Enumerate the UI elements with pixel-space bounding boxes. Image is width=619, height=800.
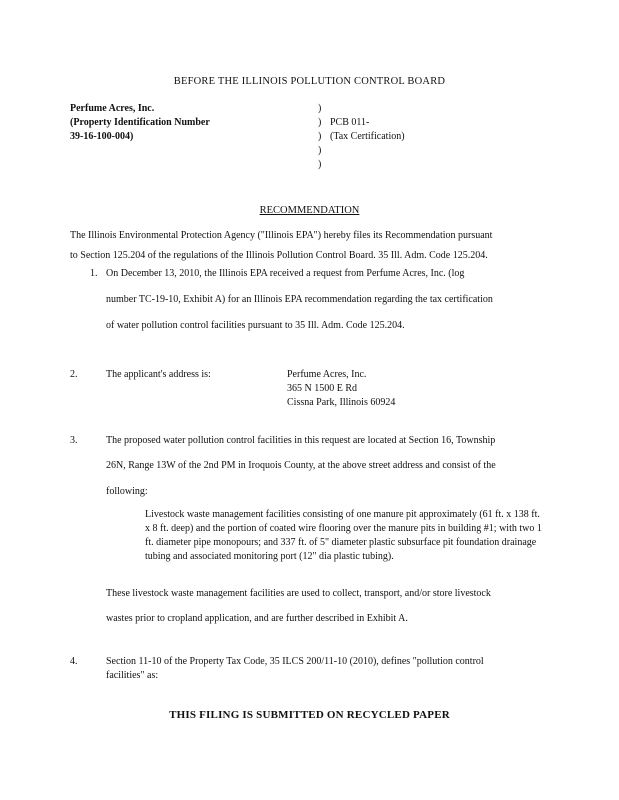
caption-paren: ) bbox=[318, 131, 322, 142]
item-line: number TC-19-10, Exhibit A) for an Illinois EPA recommendation regarding the tax certification bbox=[106, 294, 493, 305]
address-label: The applicant's address is: bbox=[106, 369, 211, 380]
item-line: 26N, Range 13W of the 2nd PM in Iroquois County, at the above street address and consist of the bbox=[106, 460, 496, 471]
item-number: 3. bbox=[70, 435, 78, 446]
caption-party-line: 39-16-100-004) bbox=[70, 131, 134, 142]
item-line: On December 13, 2010, the Illinois EPA received a request from Perfume Acres, Inc. (log bbox=[106, 268, 465, 279]
intro-line: The Illinois Environmental Protection Agency ("Illinois EPA") hereby files its Recommendation pursuant bbox=[70, 230, 493, 241]
item-line: of water pollution control facilities pursuant to 35 Ill. Adm. Code 125.204. bbox=[106, 320, 405, 331]
address-line: Perfume Acres, Inc. bbox=[287, 369, 367, 380]
item-line: facilities" as: bbox=[106, 670, 159, 681]
case-type: (Tax Certification) bbox=[330, 131, 405, 142]
case-number: PCB 011- bbox=[330, 117, 370, 128]
caption-party-line: (Property Identification Number bbox=[70, 117, 210, 128]
item-number: 4. bbox=[70, 656, 78, 667]
recycled-paper-footer: THIS FILING IS SUBMITTED ON RECYCLED PAPER bbox=[169, 709, 450, 721]
caption-paren: ) bbox=[318, 159, 322, 170]
item-line: wastes prior to cropland application, and are further described in Exhibit A. bbox=[106, 613, 408, 624]
item-line: These livestock waste management facilities are used to collect, transport, and/or store livestock bbox=[106, 588, 491, 599]
item-line: The proposed water pollution control facilities in this request are located at Section 16, Township bbox=[106, 435, 496, 446]
caption-party-line: Perfume Acres, Inc. bbox=[70, 103, 155, 114]
item-number: 1. bbox=[90, 268, 98, 279]
section-heading: RECOMMENDATION bbox=[259, 205, 360, 216]
caption-paren: ) bbox=[318, 103, 322, 114]
item-line: Section 11-10 of the Property Tax Code, 35 ILCS 200/11-10 (2010), defines "pollution control bbox=[106, 656, 484, 667]
document-title: BEFORE THE ILLINOIS POLLUTION CONTROL BOARD bbox=[173, 76, 446, 87]
caption-paren: ) bbox=[318, 145, 322, 156]
facility-description: Livestock waste management facilities consisting of one manure pit approximately (61 ft. x 138 ft. x 8 ft. deep) and the portion of coated wire flooring over the manure pits in building #1; with two 1 ft. diameter pipe monopours; and 337 ft. of 5" diameter plastic subsurface pit foundation drainage tubing and associated monitoring port (12" dia plastic tubing). bbox=[145, 509, 542, 562]
item-line: following: bbox=[106, 486, 148, 497]
address-line: 365 N 1500 E Rd bbox=[287, 383, 357, 394]
caption-paren: ) bbox=[318, 117, 322, 128]
item-number: 2. bbox=[70, 369, 78, 380]
address-line: Cissna Park, Illinois 60924 bbox=[287, 397, 396, 408]
intro-line: to Section 125.204 of the regulations of the Illinois Pollution Control Board. 35 Ill. Adm. Code 125.204. bbox=[70, 250, 488, 261]
